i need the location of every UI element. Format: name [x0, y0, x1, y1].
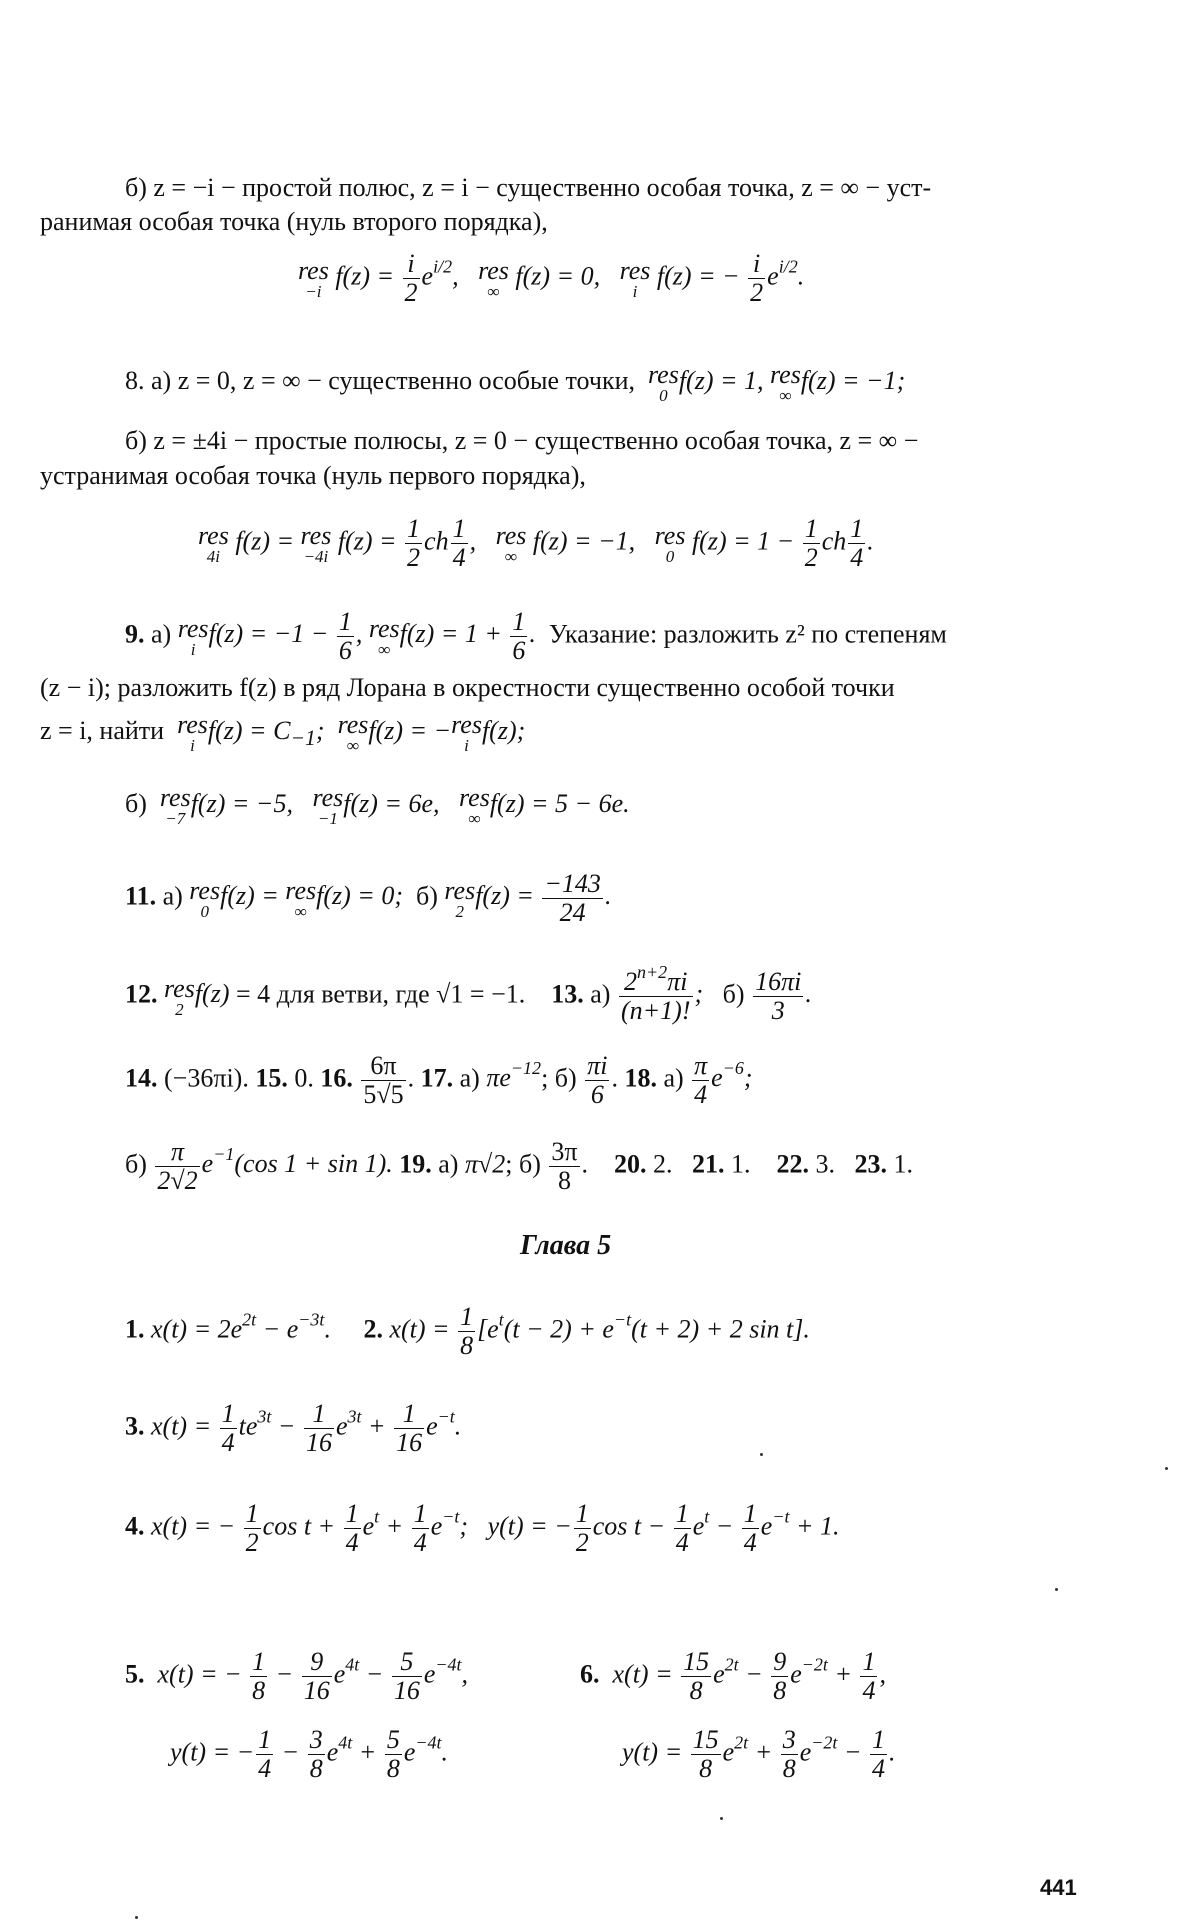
formula-6b-residues: res −i f(z) = $\frac{i}{2}$ $e^{i/2}$, res ∞ f(z) = 0, res i f(z) = − $\frac{i}{2}$ $e^{i/2}$. [298, 249, 805, 307]
ch5-problems-1-2: 1. $x(t) = 2e^{2t} - e^{-3t}$. 2. x(t) = $\frac{1}{8}$ [$e^t(t - 2) + e^{-t}(t + 2) + 2$ sin t]. [125, 1302, 810, 1360]
ch5-problem-4: 4. x(t) = − $\frac{1}{2}$ cos t + $\frac{1}{4}$ $e^t$ + $\frac{1}{4}$ $e^{-t}$; y(t) = − $\frac{1}{2}$ cos t − $\frac{1}{4}$ $e^t$ − $\frac{1}{4}$ $e^{-t} + 1$. [125, 1499, 840, 1557]
ch5-problem-3: 3. x(t) = $\frac{1}{4}$ $te^{3t}$ − $\frac{1}{16}$ $e^{3t}$ + $\frac{1}{16}$ $e^{-t}$. [125, 1399, 462, 1457]
problem-12-13: 12. res 2 f(z) = 4 для ветви, где √1 = −1. 13. а) $\frac{2^{n+2}\pi i}{(n+1)!}$ ; б) $\frac{16\pi i}{3}$ . [125, 962, 812, 1025]
ch5-problem-5-y: y(t) = − $\frac{1}{4}$ − $\frac{3}{8}$ $e^{4t}$ + $\frac{5}{8}$ $e^{-4t}$. [170, 1725, 449, 1783]
problem-9a-line-3: z = i, найти res i $f(z) = C_{-1}$; res ∞ f(z) = − res i f(z); [40, 710, 526, 755]
problem-8a: 8. а) z = 0, z = ∞ − существенно особые точки, res 0 f(z) = 1, res ∞ f(z) = −1; [125, 360, 906, 405]
problem-9a-line-2: (z − i); разложить f(z) в ряд Лорана в окрестности существенно особой точки [40, 673, 895, 702]
scan-speck [1165, 1467, 1168, 1470]
chapter-heading: Глава 5 [520, 1230, 612, 1261]
ch5-problem-6-y: y(t) = $\frac{15}{8}$ $e^{2t}$ + $\frac{3}{8}$ $e^{-2t}$ − $\frac{1}{4}$ . [622, 1725, 896, 1783]
problems-14-18: 14. (−36πi). 15. 0. 16. $\frac{6\pi}{5√5}$ . 17. а) $\pi e^{-12}$; б) $\frac{\pi i}{6}$ . 18. а) $\frac{\pi}{4}$ $e^{-6}$; [125, 1051, 753, 1109]
problem-9a-hint: Указание: разложить z² по степеням [548, 619, 947, 649]
problem-9a-line-1: 9. а) res i f(z) = −1 − $\frac{1}{6}$ , res ∞ f(z) = 1 + $\frac{1}{6}$ . Указание: разложить z² по степеням [125, 607, 947, 665]
problem-6b-line-1: б) z = −i − простой полюс, z = i − существенно особая точка, z = ∞ − уст- [125, 173, 932, 202]
problems-18b-23: б) $\frac{\pi}{2√2}$ $e^{-1}(\cos$ 1 + sin 1). 19. а) π√2; б) $\frac{3\pi}{8}$ . 20. 2. 21. 1. 22. 3. 23. 1. [125, 1137, 914, 1195]
problem-9b: б) res −7 f(z) = −5, res −1 f(z) = 6e, res ∞ f(z) = 5 − 6e. [125, 783, 630, 828]
ch5-problem-5-x: 5. x(t) = − $\frac{1}{8}$ − $\frac{9}{16}$ $e^{4t}$ − $\frac{5}{16}$ $e^{-4t}$, [125, 1647, 469, 1705]
ch5-problem-6-x: 6. x(t) = $\frac{15}{8}$ $e^{2t}$ − $\frac{9}{8}$ $e^{-2t}$ + $\frac{1}{4}$ , [580, 1647, 886, 1705]
page-number: 441 [1040, 1875, 1077, 1900]
problem-6b-line-2: ранимая особая точка (нуль второго порядка), [40, 207, 548, 236]
formula-8b-residues: res 4i f(z) = res −4i f(z) = $\frac{1}{2}$ ch $\frac{1}{4}$ , res ∞ f(z) = −1, res 0 f(z) = 1 − $\frac{1}{2}$ ch $\frac{1}{4}$ . [198, 514, 874, 572]
problem-8b-line-2: устранимая особая точка (нуль первого порядка), [40, 461, 586, 490]
scan-speck [1055, 1588, 1058, 1591]
scan-speck [760, 1453, 763, 1456]
scan-speck [135, 1916, 138, 1919]
scan-speck [720, 1817, 723, 1820]
problem-9a-line-3-text: z = i, найти [40, 715, 165, 745]
problem-8b-line-1: б) z = ±4i − простые полюсы, z = 0 − существенно особая точка, z = ∞ − [125, 426, 919, 455]
problem-11: 11. а) res 0 f(z) = res ∞ f(z) = 0; б) res 2 f(z) = $\frac{-143}{24}$ . [125, 869, 612, 927]
problem-8a-text: 8. а) z = 0, z = ∞ − существенно особые точки, [125, 365, 635, 395]
problem-12-text: = 4 для ветви, где √1 = −1. [235, 979, 526, 1009]
